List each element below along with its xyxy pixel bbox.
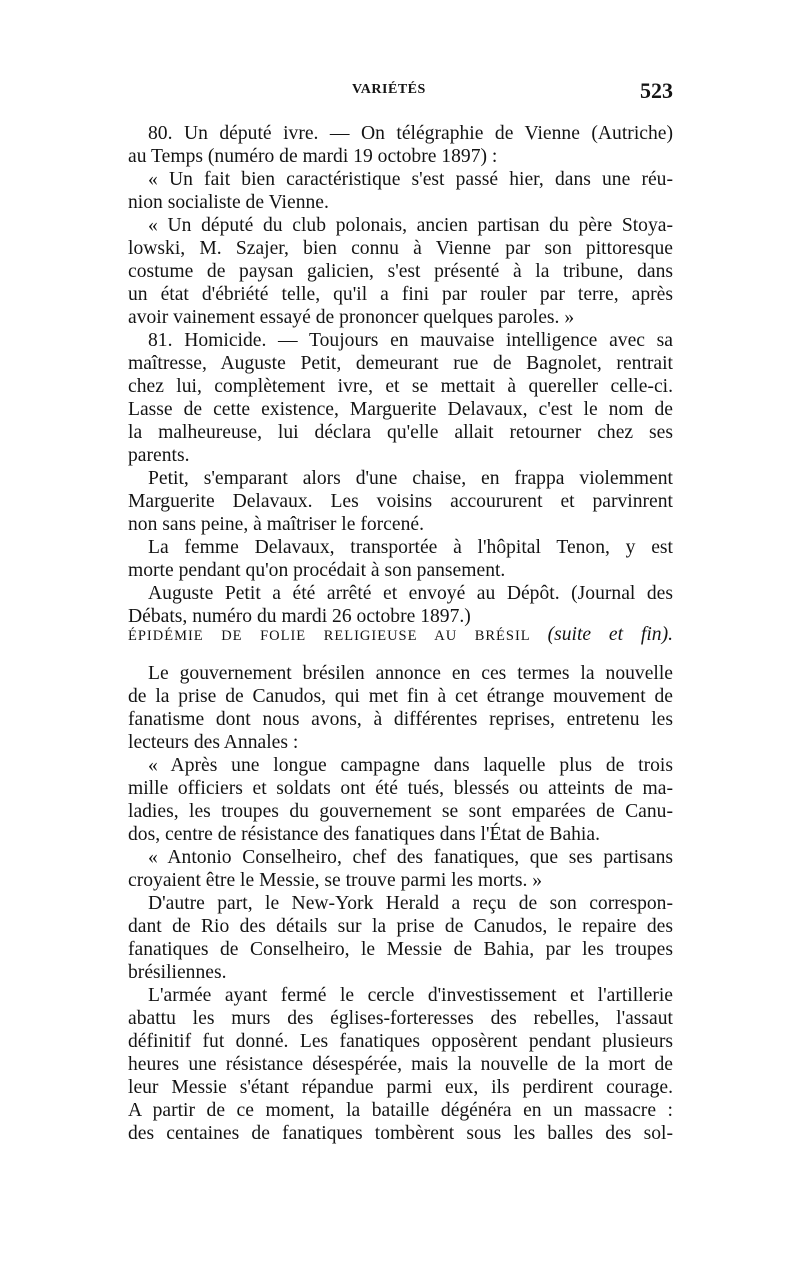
- heading-small-caps: ÉPIDÉMIE DE FOLIE RELIGIEUSE AU BRÉSIL: [128, 628, 531, 644]
- text-line: Marguerite Delavaux. Les voisins accoururent et parvinrent: [128, 491, 673, 512]
- text-line: ladies, les troupes du gouvernement se sont emparées de Canu-: [128, 801, 673, 822]
- text-line: dant de Rio des détails sur la prise de Canudos, le repaire des: [128, 916, 673, 937]
- text-line: L'armée ayant fermé le cercle d'investissement et l'artillerie: [148, 985, 673, 1006]
- text-line: « Un député du club polonais, ancien partisan du père Stoya-: [148, 215, 673, 236]
- text-line: nion socialiste de Vienne.: [128, 192, 329, 213]
- text-line: Le gouvernement brésilen annonce en ces termes la nouvelle: [148, 663, 673, 684]
- text-line: heures une résistance désespérée, mais la nouvelle de la mort de: [128, 1054, 673, 1075]
- text-line: avoir vainement essayé de prononcer quelques paroles. »: [128, 307, 575, 328]
- text-line: « Un fait bien caractéristique s'est passé hier, dans une réu-: [148, 169, 673, 190]
- text-line: mille officiers et soldats ont été tués, blessés ou atteints de ma-: [128, 778, 673, 799]
- text-line: leur Messie s'étant répandue parmi eux, ils perdirent courage.: [128, 1077, 673, 1098]
- text-line: de la prise de Canudos, qui met fin à cet étrange mouvement de: [128, 686, 673, 707]
- text-line: parents.: [128, 445, 190, 466]
- text-line: La femme Delavaux, transportée à l'hôpital Tenon, y est: [148, 537, 673, 558]
- text-line: lecteurs des Annales :: [128, 732, 299, 753]
- text-line: dos, centre de résistance des fanatiques dans l'État de Bahia.: [128, 824, 600, 845]
- text-line: fanatiques de Conselheiro, le Messie de Bahia, par les troupes: [128, 939, 673, 960]
- text-line: « Après une longue campagne dans laquelle plus de trois: [148, 755, 673, 776]
- text-line: D'autre part, le New-York Herald a reçu de son correspon-: [148, 893, 673, 914]
- text-line: la malheureuse, lui déclara qu'elle allait retourner chez ses: [128, 422, 673, 443]
- text-line: Lasse de cette existence, Marguerite Delavaux, c'est le nom de: [128, 399, 673, 420]
- text-line: 80. Un député ivre. — On télégraphie de Vienne (Autriche): [148, 123, 673, 144]
- text-line: A partir de ce moment, la bataille dégénéra en un massacre :: [128, 1100, 673, 1121]
- heading-italic: (suite et fin).: [547, 624, 673, 645]
- text-line: fanatisme dont nous avons, à différentes reprises, entretenu les: [128, 709, 673, 730]
- section-heading: [128, 622, 673, 648]
- text-line: abattu les murs des églises-forteresses des rebelles, l'assaut: [128, 1008, 673, 1029]
- text-line: Débats, numéro du mardi 26 octobre 1897.): [128, 606, 471, 627]
- running-head: [128, 80, 673, 110]
- text-line: morte pendant qu'on procédait à son pansement.: [128, 560, 506, 581]
- text-line: 81. Homicide. — Toujours en mauvaise intelligence avec sa: [148, 330, 673, 351]
- text-line: Petit, s'emparant alors d'une chaise, en frappa violemment: [148, 468, 673, 489]
- text-line: brésiliennes.: [128, 962, 227, 983]
- text-line: au Temps (numéro de mardi 19 octobre 1897) :: [128, 146, 498, 167]
- text-line: croyaient être le Messie, se trouve parmi les morts. »: [128, 870, 543, 891]
- text-line: maîtresse, Auguste Petit, demeurant rue de Bagnolet, rentrait: [128, 353, 673, 374]
- text-line: « Antonio Conselheiro, chef des fanatiques, que ses partisans: [148, 847, 673, 868]
- text-line: des centaines de fanatiques tombèrent sous les balles des sol-: [128, 1123, 673, 1144]
- running-head-title: VARIÉTÉS: [352, 82, 426, 97]
- text-line: définitif fut donné. Les fanatiques opposèrent pendant plusieurs: [128, 1031, 673, 1052]
- text-line: un état d'ébriété telle, qu'il a fini par rouler par terre, après: [128, 284, 673, 305]
- text-line: lowski, M. Szajer, bien connu à Vienne par son pittoresque: [128, 238, 673, 259]
- text-line: Auguste Petit a été arrêté et envoyé au Dépôt. (Journal des: [148, 583, 673, 604]
- text-line: chez lui, complètement ivre, et se mettait à quereller celle-ci.: [128, 376, 673, 397]
- text-line: costume de paysan galicien, s'est présenté à la tribune, dans: [128, 261, 673, 282]
- page-number: 523: [640, 78, 673, 103]
- text-line: non sans peine, à maîtriser le forcené.: [128, 514, 424, 535]
